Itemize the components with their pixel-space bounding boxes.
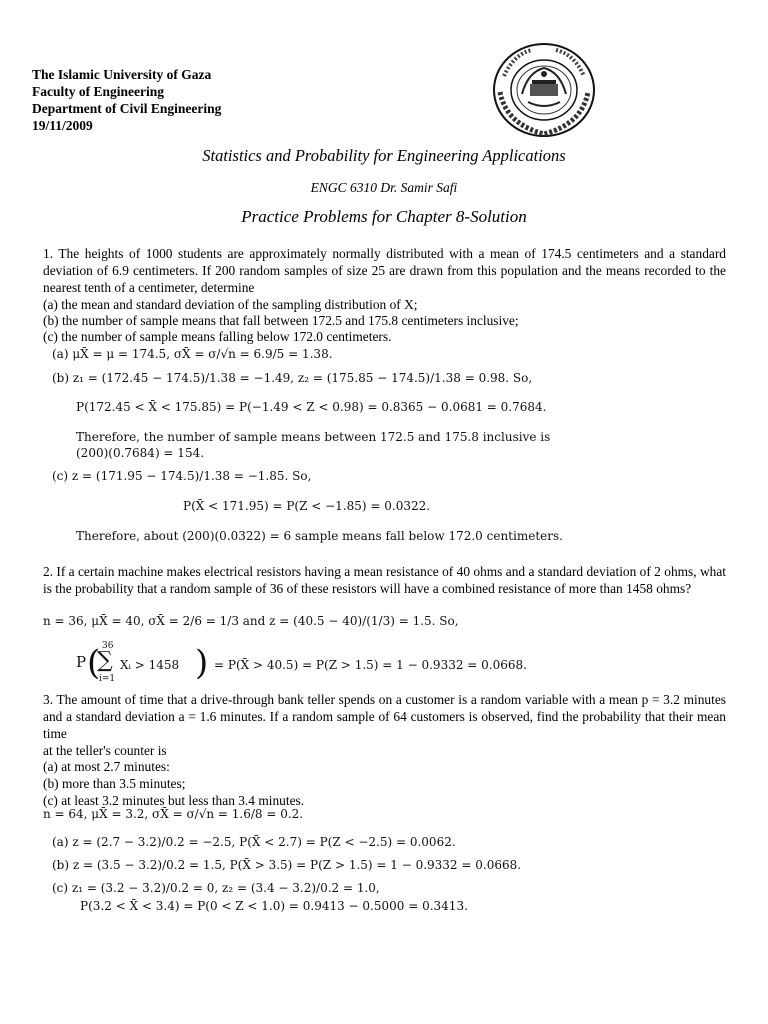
sum-upper-limit: 36 bbox=[102, 641, 114, 651]
problem-2-statement: 2. If a certain machine makes electrical resistors having a mean resistance of 40 ohms and a standard deviation of 2 ohms, what is the probability that a random sample of 36 of these resistors will have a combined resistance of more than 1458 ohms? bbox=[43, 564, 726, 596]
department-name: Department of Civil Engineering bbox=[32, 101, 222, 116]
university-seal-icon bbox=[492, 42, 596, 138]
course-title: Statistics and Probability for Engineering Applications bbox=[202, 146, 566, 165]
course-code: ENGC 6310 Dr. Samir Safi bbox=[310, 180, 458, 195]
problem-3-solution-c-equation: P(3.2 < X̄ < 3.4) = P(0 < Z < 1.0) = 0.9413 − 0.5000 = 0.3413. bbox=[80, 899, 468, 913]
sheet-title: Practice Problems for Chapter 8-Solution bbox=[241, 207, 527, 226]
problem-3-solution-b: (b) z = (3.5 − 3.2)/0.2 = 1.5, P(X̄ > 3.5) = P(Z > 1.5) = 1 − 0.9332 = 0.0668. bbox=[52, 858, 522, 872]
document-date: 19/11/2009 bbox=[32, 118, 93, 133]
problem-1-solution-c-conclusion: Therefore, about (200)(0.0322) = 6 sample means fall below 172.0 centimeters. bbox=[76, 529, 563, 543]
problem-1-statement: 1. The heights of 1000 students are approximately normally distributed with a mean of 174.5 centimeters and a standard deviation of 6.9 centimeters. If 200 random samples of size 25 are drawn from this population and the means recorded to the nearest tenth of a centimeter, determine bbox=[43, 246, 726, 295]
problem-1-part-c: (c) the number of sample means falling below 172.0 centimeters. bbox=[43, 329, 392, 344]
university-name: The Islamic University of Gaza bbox=[32, 67, 212, 82]
problem-2-solution-line: n = 36, μX̄ = 40, σX̄ = 2/6 = 1/3 and z = (40.5 − 40)/(1/3) = 1.5. So, bbox=[43, 614, 459, 628]
problem-3-solution-a: (a) z = (2.7 − 3.2)/0.2 = −2.5, P(X̄ < 2.7) = P(Z < −2.5) = 0.0062. bbox=[52, 835, 456, 849]
problem-1-solution-b-count: (200)(0.7684) = 154. bbox=[76, 446, 205, 460]
problem-3-continuation: at the teller's counter is bbox=[43, 743, 167, 758]
problem-1-part-a: (a) the mean and standard deviation of the sampling distribution of X; bbox=[43, 297, 418, 312]
problem-1-part-b: (b) the number of sample means that fall between 172.5 and 175.8 centimeters inclusive; bbox=[43, 313, 519, 328]
problem-1-solution-c-equation: P(X̄ < 171.95) = P(Z < −1.85) = 0.0322. bbox=[183, 499, 431, 513]
problem-3-part-a: (a) at most 2.7 minutes: bbox=[43, 759, 170, 774]
problem-1-solution-b-conclusion: Therefore, the number of sample means between 172.5 and 175.8 inclusive is bbox=[76, 430, 551, 444]
sum-body: Xᵢ > 1458 bbox=[120, 658, 180, 672]
problem-3-solution-c: (c) z₁ = (3.2 − 3.2)/0.2 = 0, z₂ = (3.4 − 3.2)/0.2 = 1.0, bbox=[52, 881, 380, 895]
problem-1-solution-c: (c) z = (171.95 − 174.5)/1.38 = −1.85. So, bbox=[52, 469, 312, 483]
problem-1-solution-b-equation: P(172.45 < X̄ < 175.85) = P(−1.49 < Z < 0.98) = 0.8365 − 0.0681 = 0.7684. bbox=[76, 400, 547, 414]
problem-1-solution-b: (b) z₁ = (172.45 − 174.5)/1.38 = −1.49, z₂ = (175.85 − 174.5)/1.38 = 0.98. So, bbox=[52, 371, 533, 385]
problem-2-solution-equation: = P(X̄ > 40.5) = P(Z > 1.5) = 1 − 0.9332 = 0.0668. bbox=[214, 658, 527, 672]
sum-lower-limit: i=1 bbox=[99, 674, 116, 684]
problem-3-part-c: (c) at least 3.2 minutes but less than 3.4 minutes. bbox=[43, 793, 305, 808]
problem-3-part-b: (b) more than 3.5 minutes; bbox=[43, 776, 186, 791]
problem-1-solution-a: (a) μX̄ = μ = 174.5, σX̄ = σ/√n = 6.9/5 = 1.38. bbox=[52, 347, 333, 361]
faculty-name: Faculty of Engineering bbox=[32, 84, 164, 99]
problem-3-statement: 3. The amount of time that a drive-through bank teller spends on a customer is a random variable with a mean p = 3.2 minutes and a standard deviation a = 1.6 minutes. If a random sample of 64 customers is observed, find the probability that their mean time bbox=[43, 692, 726, 741]
summation-expression: P ( 36 ∑ i=1 Xᵢ > 1458 ) bbox=[76, 641, 209, 684]
problem-3-solution-line: n = 64, μX̄ = 3.2, σX̄ = σ/√n = 1.6/8 = 0.2. bbox=[43, 807, 304, 821]
